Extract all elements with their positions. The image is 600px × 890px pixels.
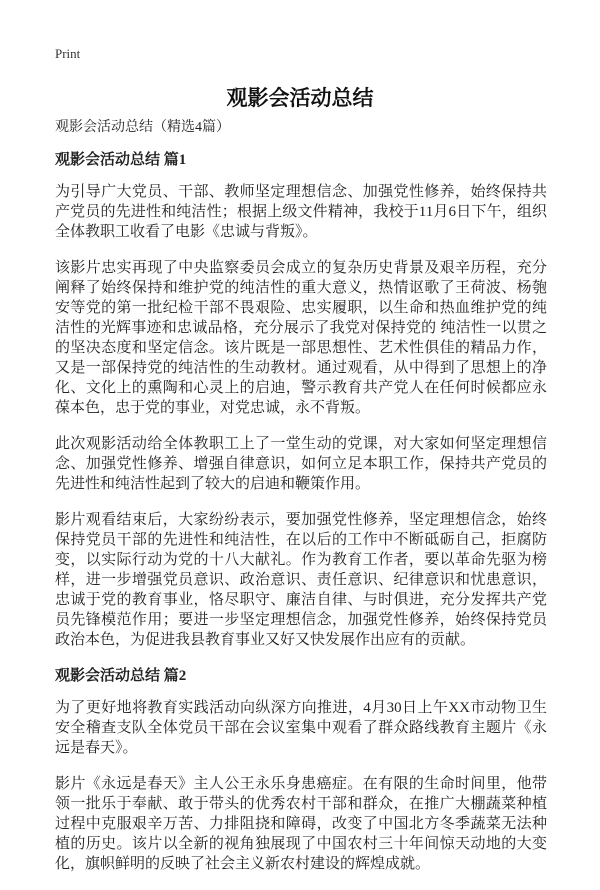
- section-2: [55, 666, 547, 874]
- paragraph: 影片观看结束后，大家纷纷表示，要加强党性修养，坚定理想信念，始终保持党员干部的先进性和纯洁性，在以后的工作中不断砥砺自己，拒腐防变，以实际行动为党的十八大献礼。作为教育工作者，要以革命先驱为榜样，进一步增强党员意识、政治意识、责任意识、纪律意识和忧患意识，忠诚于党的教育事业，恪尽职守、廉洁自律、与时俱进，充分发挥共产党员先锋模范作用；要进一步坚定理想信念，加强党性修养，始终保持党员政治本色，为促进我县教育事业又好又快发展作出应有的贡献。: [55, 512, 547, 648]
- paragraph: 该影片忠实再现了中央监察委员会成立的复杂历史背景及艰辛历程，充分阐释了始终保持和维护党的纯洁性的重大意义，热情讴歌了王荷波、杨匏安等党的第一批纪检干部不畏艰险、忠实履职，以生命和热血维护党的纯洁性的光辉事迹和忠诚品格，充分展示了我党对保持党的 纯洁性一以贯之的坚决态度和坚定信念。该片既是一部思想性、艺术性俱佳的精品力作，又是一部保持党的纯洁性的生动教材。通过观看，从中得到了思想上的净化、文化上的熏陶和心灵上的启迪，警示教育共产党人在任何时候都应永葆本色，忠于党的事业，对党忠诚，永不背叛。: [55, 260, 547, 416]
- document-subtitle: 观影会活动总结（精选4篇）: [55, 120, 230, 135]
- paragraph: 为引导广大党员、干部、教师坚定理想信念、加强党性修养，始终保持共产党员的先进性和纯洁性；根据上级文件精神，我校于11月6日下午，组织全体教职工收看了电影《忠诚与背叛》。: [55, 184, 547, 240]
- section-heading: 观影会活动总结 篇2: [55, 668, 187, 684]
- paragraph: 此次观影活动给全体教职工上了一堂生动的党课，对大家如何坚定理想信念、加强党性修养、增强自律意识，如何立足本职工作，保持共产党员的先进性和纯洁性起到了较大的启迪和鞭策作用。: [55, 436, 547, 492]
- document-body: [55, 118, 547, 890]
- section-1: [55, 150, 547, 650]
- print-link[interactable]: Print: [55, 46, 81, 61]
- section-heading: 观影会活动总结 篇1: [55, 152, 187, 168]
- paragraph: 影片《永远是春天》主人公王永乐身患癌症。在有限的生命时间里，他带领一批乐于奉献、敢于带头的优秀农村干部和群众，在推广大棚蔬菜种植过程中克服艰辛万苦、力排阻挠和障碍，改变了中国北方冬季蔬菜无法种植的历史。该片以全新的视角独展现了中国农村三十年间惊天动地的大变化，旗帜鲜明的反映了社会主义新农村建设的辉煌成就。: [55, 776, 547, 872]
- page-title: 观影会活动总结: [226, 86, 374, 110]
- paragraph: 为了更好地将教育实践活动向纵深方向推进，4月30日上午XX市动物卫生安全稽查支队全体党员干部在会议室集中观看了群众路线教育主题片《永远是春天》。: [55, 700, 547, 756]
